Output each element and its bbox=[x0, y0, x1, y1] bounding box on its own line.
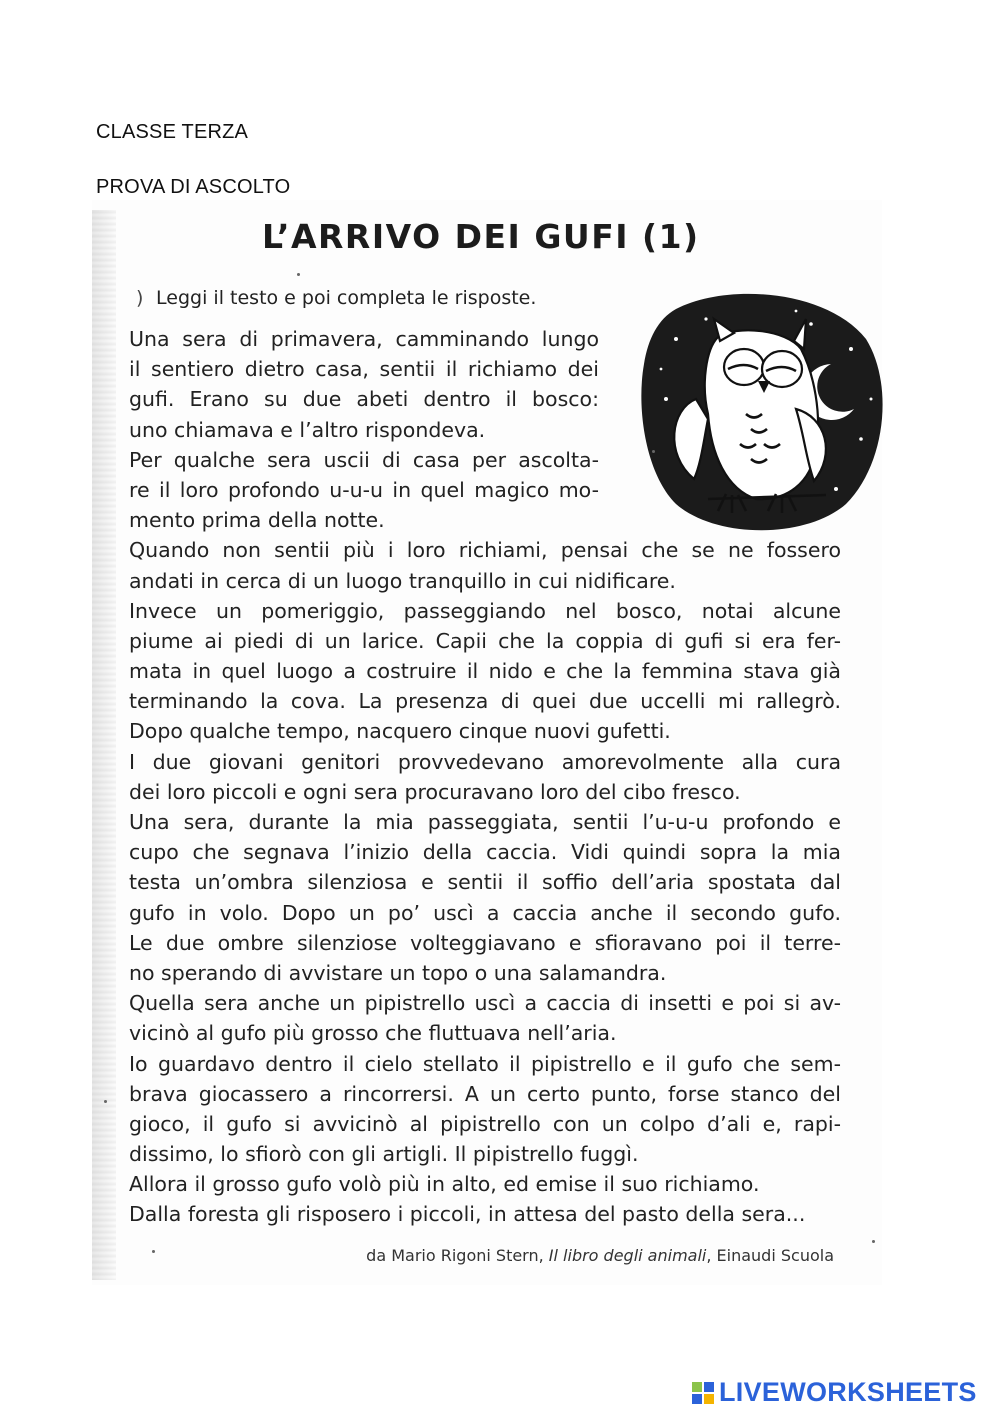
story-line: testa un’ombra silenziosa e sentii il soffio dell’aria spostata dal bbox=[129, 870, 841, 895]
scan-speck bbox=[652, 450, 655, 453]
story-line: Quella sera anche un pipistrello uscì a caccia di insetti e poi si av- bbox=[129, 991, 841, 1016]
instruction-text: Leggi il testo e poi completa le risposte. bbox=[156, 287, 537, 309]
story-line: Per qualche sera uscii di casa per ascolta- bbox=[129, 447, 599, 472]
brand-name: LIVEWORKSHEETS bbox=[719, 1377, 977, 1407]
liveworksheets-logo[interactable] bbox=[691, 1377, 977, 1408]
story-line: gufi. Erano su due abeti dentro il bosco: bbox=[129, 387, 599, 412]
story-line: piume ai piedi di un larice. Capii che la coppia di gufi si era fer- bbox=[129, 628, 841, 653]
story-line: cupo che segnava l’inizio della caccia. Vidi quindi sopra la mia bbox=[129, 840, 841, 865]
story-line: mento prima della notte. bbox=[129, 508, 385, 533]
source-citation bbox=[366, 1246, 834, 1265]
story-line: Allora il grosso gufo volò più in alto, ed emise il suo richiamo. bbox=[129, 1172, 760, 1197]
worksheet-grid-icon bbox=[691, 1381, 715, 1405]
story-line: Dalla foresta gli risposero i piccoli, in attesa del pasto della sera... bbox=[129, 1202, 806, 1227]
story-line: Io guardavo dentro il cielo stellato il pipistrello e il gufo che sem- bbox=[129, 1051, 841, 1076]
class-label: CLASSE TERZA bbox=[96, 121, 249, 143]
test-type-label: PROVA DI ASCOLTO bbox=[96, 176, 291, 198]
story-line: vicinò al gufo più grosso che fluttuava nell’aria. bbox=[129, 1021, 617, 1046]
story-line: re il loro profondo u-u-u in quel magico mo- bbox=[129, 477, 599, 502]
story-line: uno chiamava e l’altro rispondeva. bbox=[129, 417, 486, 442]
worksheet-scan bbox=[92, 200, 882, 1285]
story-line: Una sera, durante la mia passeggiata, sentii l’u-u-u profondo e bbox=[129, 810, 841, 834]
story-line: mata in quel luogo a costruire il nido e che la femmina stava già bbox=[129, 659, 841, 684]
story-line: Dopo qualche tempo, nacquero cinque nuovi gufetti. bbox=[129, 719, 671, 744]
story-line: Quando non sentii più i loro richiami, pensai che se ne fossero bbox=[129, 538, 841, 563]
ear-icon: ) bbox=[136, 287, 144, 309]
story-text bbox=[129, 324, 849, 1230]
story-line: gioco, il gufo si avvicinò al pipistrello con un colpo d’ali e, rapi- bbox=[129, 1111, 841, 1136]
source-author: da Mario Rigoni Stern, bbox=[366, 1246, 549, 1265]
story-line: Una sera di primavera, camminando lungo bbox=[129, 327, 599, 351]
story-line: dei loro piccoli e ogni sera procuravano loro del cibo fresco. bbox=[129, 779, 741, 804]
scan-speck bbox=[152, 1250, 155, 1253]
worksheet-title: L’ARRIVO DEI GUFI (1) bbox=[262, 217, 700, 256]
scan-speck bbox=[104, 1100, 107, 1103]
scan-speck bbox=[297, 273, 300, 276]
story-line: terminando la cova. La presenza di quei due uccelli mi rallegrò. bbox=[129, 689, 841, 714]
story-line: Invece un pomeriggio, passeggiando nel bosco, notai alcune bbox=[129, 598, 841, 623]
story-line: brava giocassero a rincorrersi. A un certo punto, forse stanco del bbox=[129, 1081, 841, 1106]
story-line: gufo in volo. Dopo un po’ uscì a caccia anche il secondo gufo. bbox=[129, 900, 841, 925]
scan-speck bbox=[872, 1240, 875, 1243]
instruction bbox=[136, 287, 536, 309]
story-line: dissimo, lo sfiorò con gli artigli. Il pipistrello fuggì. bbox=[129, 1142, 639, 1167]
story-line: il sentiero dietro casa, sentii il richiamo dei bbox=[129, 357, 599, 382]
source-book-title: Il libro degli animali bbox=[548, 1246, 707, 1265]
story-line: no sperando di avvistare un topo o una salamandra. bbox=[129, 960, 667, 985]
story-line: I due giovani genitori provvedevano amorevolmente alla cura bbox=[129, 749, 841, 774]
scan-edge-texture bbox=[92, 210, 116, 1280]
story-line: andati in cerca di un luogo tranquillo in cui nidificare. bbox=[129, 568, 676, 593]
story-line: Le due ombre silenziose volteggiavano e sfioravano poi il terre- bbox=[129, 930, 841, 955]
source-publisher: , Einaudi Scuola bbox=[706, 1246, 834, 1265]
